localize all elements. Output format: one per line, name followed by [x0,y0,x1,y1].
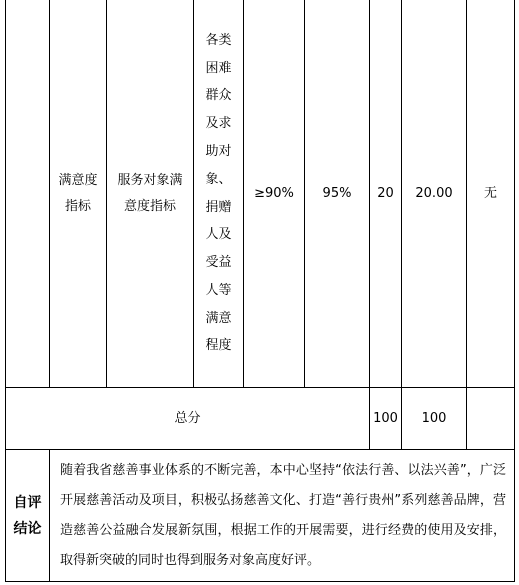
total-score: 100 [421,410,447,426]
conclusion-label-cell [6,450,49,581]
conclusion-text: 随着我省慈善事业体系的不断完善，本中心坚持“依法行善、以法兴善”，广泛开展慈善活动及项目，积极弘扬慈善文化、打造“善行贵州”系列慈善品牌，营造慈善公益融合发展新氛围，根据工作的开展需要，进行经费的使用及安排，取得新突破的同时也得到服务对象高度好评。 [60,462,506,568]
table-border-bottom [5,581,515,582]
target-value-cell [244,0,304,387]
score-value: 20.00 [415,185,453,201]
indicator-subcategory-cell [107,0,193,387]
indicator-category: 满意度指标 [58,172,98,214]
remark-value: 无 [483,185,497,201]
indicator-subcategory: 服务对象满意度指标 [117,172,183,214]
weight-cell [370,0,401,387]
total-weight-cell [370,388,401,449]
total-remark-cell [467,388,514,449]
remark-cell [467,0,514,387]
conclusion-text-cell [50,450,514,581]
indicator-name-cell [194,0,243,387]
score-cell [402,0,466,387]
total-label: 总分 [174,410,201,426]
actual-value-cell [305,0,369,387]
actual-value: 95% [322,185,352,201]
conclusion-label-line1: 自评 [13,494,42,511]
conclusion-label-line2: 结论 [13,520,42,537]
target-value: ≥90% [254,185,294,201]
total-score-cell [402,388,466,449]
table-border-right [514,0,515,582]
weight-value: 20 [377,185,394,201]
indicator-category-cell [50,0,106,387]
total-label-cell [6,388,369,449]
total-weight: 100 [373,410,398,426]
indicator-name: 各类困难群众及求助对象、捐赠人及受益人等满意程度 [205,32,232,354]
